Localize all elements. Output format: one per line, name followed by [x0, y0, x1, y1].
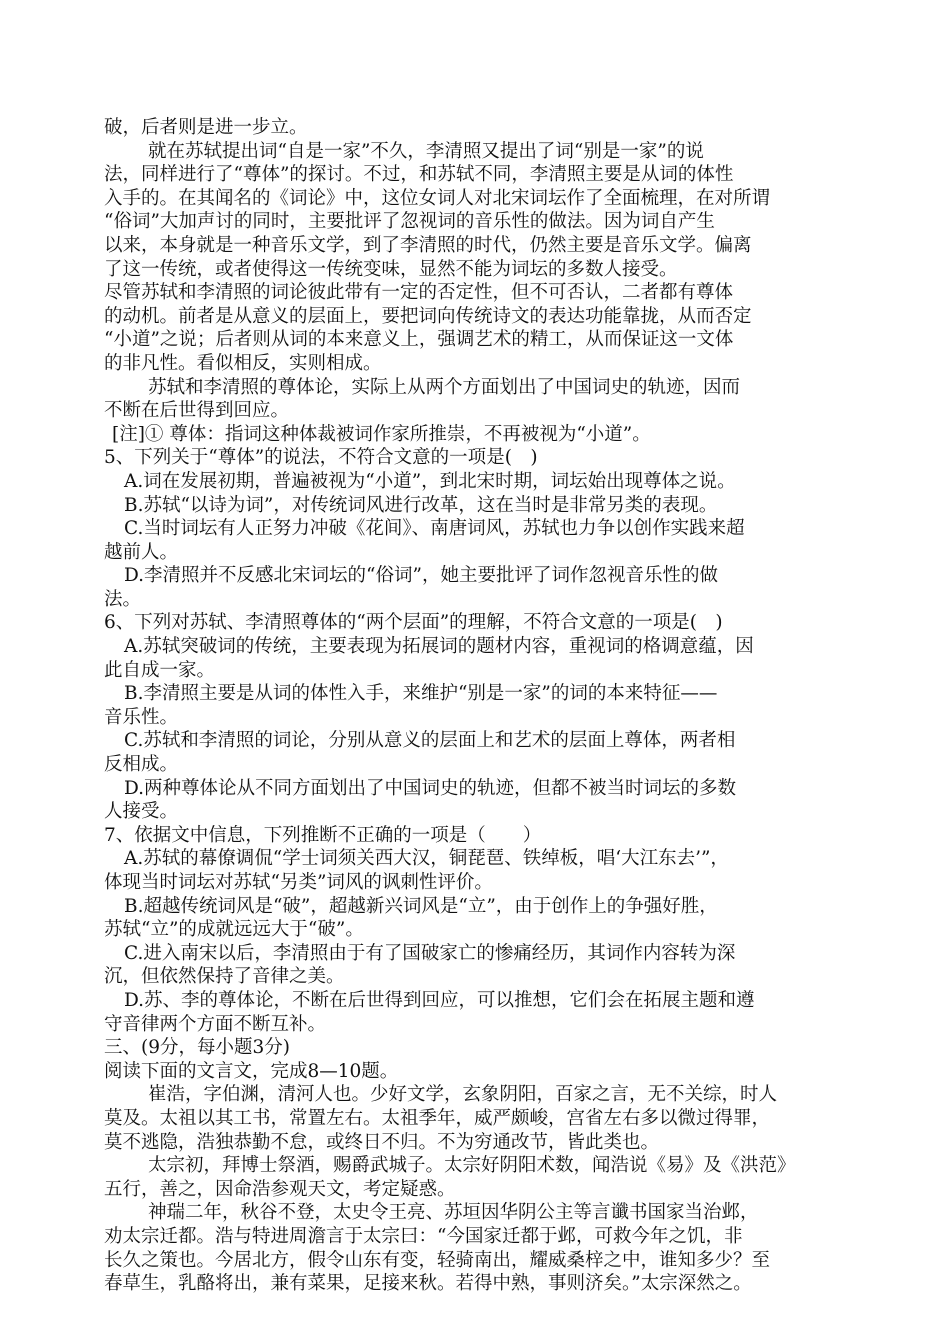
text-line-p3-l2: 不断在后世得到回应。 [104, 400, 290, 422]
text-line-w1-l3: 莫不逃隐，浩独恭勤不怠，或终日不归。不为穷通改节，皆此类也。 [104, 1131, 660, 1153]
text-line-q5-c1: C.当时词坛有人正努力冲破《花间》、南唐词风，苏轼也力争以创作实践来超 [124, 518, 745, 540]
text-line-q7: 7、依据文中信息，下列推断不正确的一项是（ ） [104, 824, 542, 846]
text-line-w3-l3: 长久之策也。今居北方，假令山东有变，轻骑南出，耀威桑梓之中，谁知多少？至 [104, 1249, 771, 1271]
text-line-q6-a2: 此自成一家。 [104, 659, 216, 681]
text-line-p2-l3: “小道”之说；后者则从词的本来意义上，强调艺术的精工，从而保证这一文体 [104, 329, 734, 351]
text-line-q6-c2: 反相成。 [104, 754, 179, 776]
text-line-p1-l2: 法，同样进行了“尊体”的探讨。不过，和苏轼不同，李清照主要是从词的体性 [104, 164, 734, 186]
text-line-q6-c1: C.苏轼和李清照的词论，分别从意义的层面上和艺术的层面上尊体，两者相 [124, 730, 736, 752]
text-line-q7-b2: 苏轼“立”的成就远远大于“破”。 [104, 919, 364, 941]
text-line-q5-d2: 法。 [104, 588, 142, 610]
text-line-q6-b1: B.李清照主要是从词的体性入手，来维护“别是一家”的词的本来特征—— [124, 683, 718, 705]
text-line-w3-l4: 春草生，乳酪将出，兼有菜果，足接来秋。若得中熟，事则济矣。”太宗深然之。 [104, 1273, 752, 1295]
text-line-w3-l2: 劝太宗迁都。浩与特进周澹言于太宗曰：“今国家迁都于邺，可救今年之饥，非 [104, 1225, 743, 1247]
text-line-p1-l5: 以来，本身就是一种音乐文学，到了李清照的时代，仍然主要是音乐文学。偏离 [104, 234, 752, 256]
text-line-p2-l1: 尽管苏轼和李清照的词论彼此带有一定的否定性，但不可否认，二者都有尊体 [104, 282, 734, 304]
text-line-p1-l3: 入手的。在其闻名的《词论》中，这位女词人对北宋词坛作了全面梳理，在对所谓 [104, 187, 771, 209]
text-line-q7-c2: 沉，但依然保持了音律之美。 [104, 966, 345, 988]
text-line-p2-l4: 的非凡性。看似相反，实则相成。 [104, 352, 382, 374]
text-line-q5-b: B.苏轼“以诗为词”，对传统词风进行改革，这在当时是非常另类的表现。 [124, 494, 718, 516]
text-line-q7-a2: 体现当时词坛对苏轼“另类”词风的讽刺性评价。 [104, 872, 493, 893]
document-body [104, 116, 852, 1296]
text-line-q6-d2: 人接受。 [104, 801, 179, 823]
text-line-q5: 5、下列关于“尊体”的说法，不符合文意的一项是( ) [104, 447, 538, 469]
text-line-q6: 6、下列对苏轼、李清照尊体的“两个层面”的理解，不符合文意的一项是( ) [104, 612, 723, 634]
text-line-q5-d1: D.李清照并不反感北宋词坛的“俗词”，她主要批评了词作忽视音乐性的做 [124, 565, 718, 587]
text-line-q7-a1: A.苏轼的幕僚调侃“学士词须关西大汉，铜琵琶、铁绰板，唱‘大江东去’”， [124, 848, 729, 870]
text-line-q7-c1: C.进入南宋以后，李清照由于有了国破家亡的惨痛经历，其词作内容转为深 [124, 942, 736, 964]
text-line-w2-l1: 太宗初，拜博士祭酒，赐爵武城子。太宗好阴阳术数，闻浩说《易》及《洪范》 [148, 1155, 796, 1177]
text-line-q5-a: A.词在发展初期，普遍被视为“小道”，到北宋时期，词坛始出现尊体之说。 [124, 470, 736, 492]
text-line-q5-c2: 越前人。 [104, 541, 179, 563]
text-line-q7-d1: D.苏、李的尊体论，不断在后世得到回应，可以推想，它们会在拓展主题和遵 [124, 989, 755, 1011]
text-line-q6-a1: A.苏轼突破词的传统，主要表现为拓展词的题材内容，重视词的格调意蕴，因 [124, 636, 754, 658]
text-line-p1-l6: 了这一传统，或者使得这一传统变味，显然不能为词坛的多数人接受。 [104, 258, 678, 280]
text-line-w2-l2: 五行，善之，因命浩参观天文，考定疑惑。 [104, 1178, 456, 1200]
text-line-p1-l4: “俗词”大加声讨的同时，主要批评了忽视词的音乐性的做法。因为词自产生 [104, 211, 715, 233]
text-line-w3-l1: 神瑞二年，秋谷不登，太史令王亮、苏垣因华阴公主等言谶书国家当治邺， [148, 1202, 759, 1224]
text-line-p2-l2: 的动机。前者是从意义的层面上，要把词向传统诗文的表达功能靠拢，从而否定 [104, 305, 752, 327]
text-line-s3: 三、(9分，每小题3分) [104, 1037, 290, 1059]
text-line-q6-b2: 音乐性。 [104, 706, 179, 728]
text-line-p1-l1: 就在苏轼提出词“自是一家”不久，李清照又提出了词“别是一家”的说 [148, 140, 704, 162]
text-line-w1-l2: 莫及。太祖以其工书，常置左右。太祖季年，威严颇峻，宫省左右多以微过得罪， [104, 1107, 771, 1129]
text-line-p0-l1: 破，后者则是进一步立。 [104, 117, 308, 138]
text-line-q7-d2: 守音律两个方面不断互补。 [104, 1013, 327, 1035]
text-line-q6-d1: D.两种尊体论从不同方面划出了中国词史的轨迹，但都不被当时词坛的多数 [124, 777, 737, 799]
text-line-s3-i: 阅读下面的文言文，完成8—10题。 [104, 1060, 399, 1082]
text-line-note: [注]① 尊体：指词这种体裁被词作家所推崇，不再被视为“小道”。 [112, 423, 651, 445]
text-line-q7-b1: B.超越传统词风是“破”，超越新兴词风是“立”，由于创作上的争强好胜， [124, 895, 718, 917]
text-line-w1-l1: 崔浩，字伯渊，清河人也。少好文学，玄象阴阳，百家之言，无不关综，时人 [148, 1084, 778, 1106]
text-line-p3-l1: 苏轼和李清照的尊体论，实际上从两个方面划出了中国词史的轨迹，因而 [148, 376, 741, 398]
